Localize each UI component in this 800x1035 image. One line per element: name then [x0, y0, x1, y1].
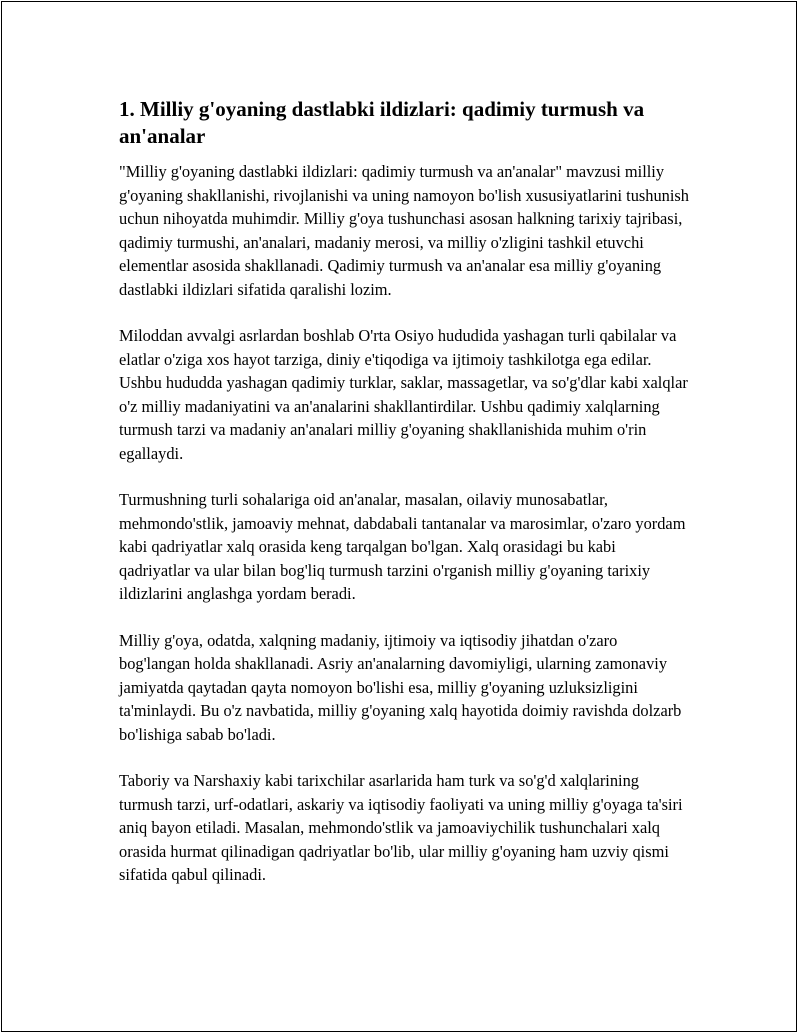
section-title: 1. Milliy g'oyaning dastlabki ildizlari: qadimiy turmush va an'analar: [119, 97, 645, 148]
paragraph-5: Taboriy va Narshaxiy kabi tarixchilar asarlarida ham turk va so'g'd xalqlarining turmush tarzi, urf-odatlari, askariy va iqtisodiy faoliyati va uning milliy g'oyaga ta'siri aniq bayon etiladi. Masalan, mehmondo'stlik va jamoaviychilik tushunchalari xalq orasida hurmat qilinadigan qadriyatlar bo'lib, ular milliy g'oyaning ham uzviy qismi sifatida qabul qilinadi.: [119, 771, 683, 884]
document-page: [1, 1, 797, 1032]
paragraph-4: Milliy g'oya, odatda, xalqning madaniy, ijtimoiy va iqtisodiy jihatdan o'zaro bog'langan holda shakllanadi. Asriy an'analarning davomiyligi, ularning zamonaviy jamiyatda qaytadan qayta nomoyon bo'lishi esa, milliy g'oyaning uzluksizligini ta'minlaydi. Bu o'z navbatida, milliy g'oyaning xalq hayotida doimiy ravishda dolzarb bo'lishiga sabab bo'ladi.: [119, 630, 682, 744]
paragraph-1: "Milliy g'oyaning dastlabki ildizlari: qadimiy turmush va an'analar" mavzusi milliy g'oyaning shakllanishi, rivojlanishi va uning namoyon bo'lish xususiyatlarini tushunish uchun nihoyatda muhimdir. Milliy g'oya tushunchasi asosan halkning tarixiy tajribasi, qadimiy turmushi, an'analari, madaniy merosi, va milliy o'zligini tashkil etuvchi elementlar asosida shakllanadi. Qadimiy turmush va an'analar esa milliy g'oyaning dastlabki ildizlari sifatida qaralishi lozim.: [119, 162, 689, 299]
document-body: [119, 96, 689, 910]
paragraph-2: Miloddan avvalgi asrlardan boshlab O'rta Osiyo hududida yashagan turli qabilalar va elatlar o'ziga xos hayot tarziga, diniy e'tiqodiga va ijtimoiy tashkilotga ega edilar. Ushbu hududda yashagan qadimiy turklar, saklar, massagetlar, va so'g'dlar kabi xalqlar o'z milliy madaniyatini va an'analarini shakllantirdilar. Ushbu qadimiy xalqlarning turmush tarzi va madaniy an'analari milliy g'oyaning shakllanishida muhim o'rin egallaydi.: [119, 326, 688, 463]
paragraph-3: Turmushning turli sohalariga oid an'analar, masalan, oilaviy munosabatlar, mehmondo'stlik, jamoaviy mehnat, dabdabali tantanalar va marosimlar, o'zaro yordam kabi qadriyatlar xalq orasida keng tarqalgan bo'lgan. Xalq orasidagi bu kabi qadriyatlar va ular bilan bog'liq turmush tarzini o'rganish milliy g'oyaning tarixiy ildizlarini anglashga yordam beradi.: [119, 490, 686, 603]
